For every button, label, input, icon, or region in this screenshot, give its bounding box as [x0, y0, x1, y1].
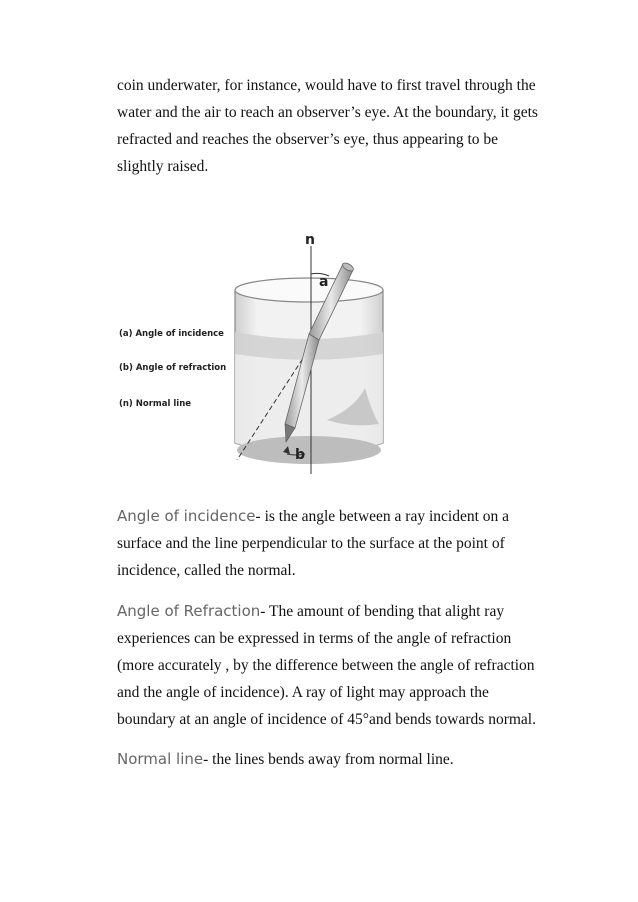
- angle-b-letter: b: [295, 447, 306, 463]
- definition-line: and the angle of incidence). A ray of light may approach the: [117, 684, 489, 701]
- angle-a-letter: a: [319, 274, 329, 290]
- definition-angle-of-incidence: [117, 503, 547, 584]
- definition-line: boundary at an angle of incidence of 45°and bends towards normal.: [117, 711, 536, 728]
- definition-line: (more accurately , by the difference between the angle of refraction: [117, 657, 535, 674]
- definition-line: The amount of bending that alight ray: [269, 603, 505, 620]
- definition-normal-line: [117, 746, 547, 773]
- label-normal-line: (n) Normal line: [119, 399, 192, 409]
- definition-term: Angle of incidence: [117, 507, 256, 525]
- intro-paragraph: [117, 72, 547, 180]
- intro-line: water and the air to reach an observer’s eye. At the boundary, it gets: [117, 104, 538, 121]
- definition-line: incidence, called the normal.: [117, 562, 296, 579]
- definition-line: surface and the line perpendicular to the surface at the point of: [117, 535, 505, 552]
- definition-separator: -: [260, 603, 270, 620]
- refraction-figure: [115, 228, 400, 480]
- definition-separator: -: [255, 508, 265, 525]
- label-angle-refraction: (b) Angle of refraction: [119, 363, 227, 373]
- definition-term: Normal line: [117, 750, 204, 768]
- intro-line: refracted and reaches the observer’s eye, thus appearing to be: [117, 131, 499, 148]
- intro-line: coin underwater, for instance, would have to first travel through the: [117, 77, 536, 94]
- definition-angle-of-refraction: [117, 598, 547, 733]
- definition-line: is the angle between a ray incident on a: [264, 508, 510, 525]
- label-angle-incidence: (a) Angle of incidence: [119, 329, 224, 339]
- definition-line: experiences can be expressed in terms of the angle of refraction: [117, 630, 512, 647]
- definition-line: the lines bends away from normal line.: [212, 751, 454, 768]
- definition-separator: -: [203, 751, 213, 768]
- intro-line: slightly raised.: [117, 158, 209, 175]
- normal-letter: n: [305, 232, 315, 248]
- definition-term: Angle of Refraction: [117, 602, 261, 620]
